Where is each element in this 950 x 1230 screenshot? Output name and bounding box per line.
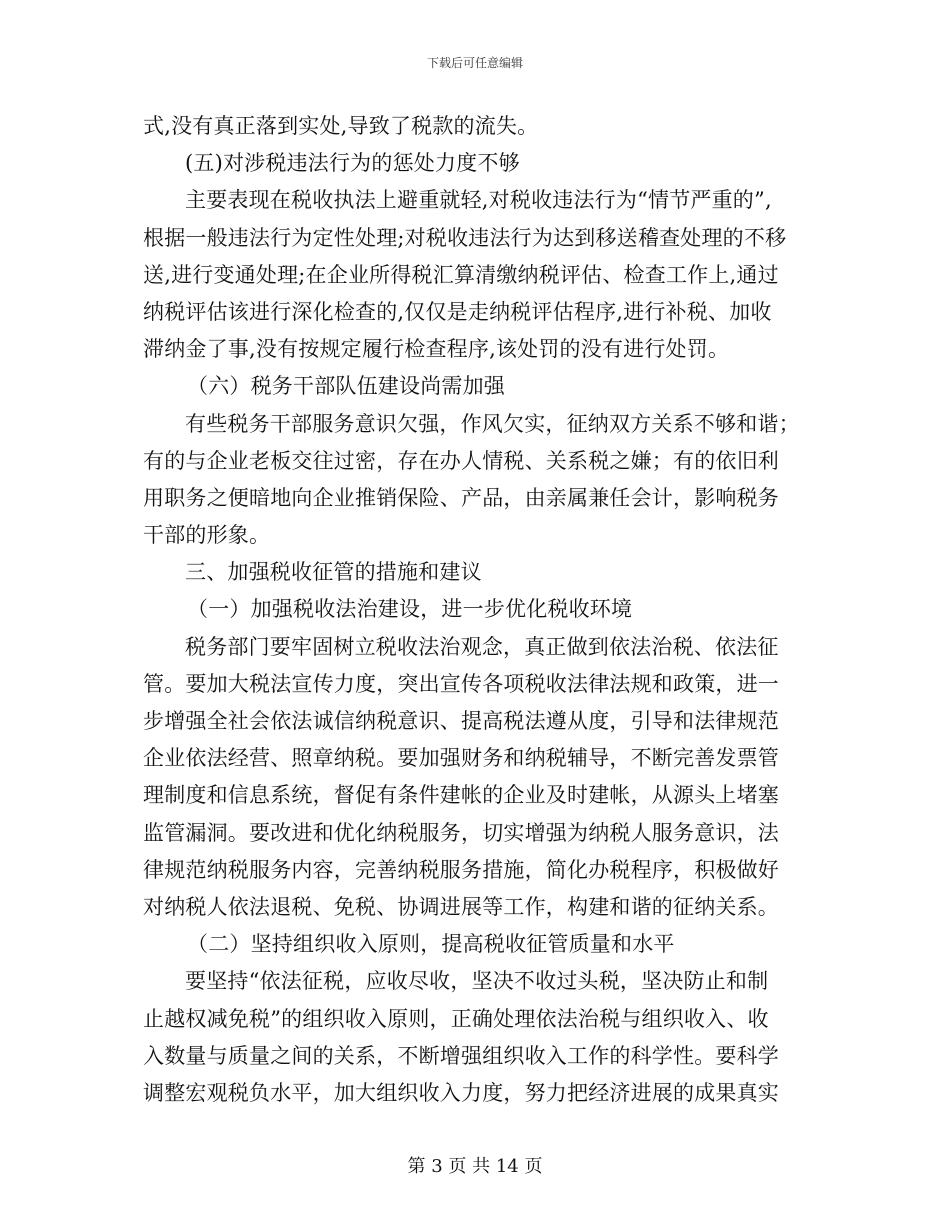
- text-line: （一）加强税收法治建设，进一步优化税收环境: [187, 597, 633, 622]
- text-line: 对纳税人依法退税、免税、协调进展等工作，构建和谐的征纳关系。: [143, 894, 779, 919]
- text-line: （二）坚持组织收入原则，提高税收征管质量和水平: [187, 932, 675, 957]
- text-line: 理制度和信息系统，督促有条件建帐的企业及时建帐，从源头上堵塞: [143, 783, 779, 808]
- text-line: 律规范纳税服务内容，完善纳税服务措施，简化办税程序，积极做好: [143, 857, 779, 882]
- text-line: 企业依法经营、照章纳税。要加强财务和纳税辅导，不断完善发票管: [143, 746, 779, 771]
- text-line: 监管漏洞。要改进和优化纳税服务，切实增强为纳税人服务意识，法: [143, 820, 779, 845]
- text-line: 调整宏观税负水平，加大组织收入力度，努力把经济进展的成果真实: [143, 1080, 779, 1105]
- text-line: 滞纳金了事,没有按规定履行检查程序,该处罚的没有进行处罚。: [143, 337, 730, 362]
- text-line: 管。要加大税法宣传力度，突出宣传各项税收法律法规和政策，进一: [143, 671, 779, 696]
- text-line: 有些税务干部服务意识欠强，作风欠实，征纳双方关系不够和谐；: [185, 411, 800, 436]
- page-footer: 第 3 页 共 14 页: [407, 1156, 543, 1177]
- text-line: 干部的形象。: [143, 523, 271, 548]
- text-line: (五)对涉税违法行为的惩处力度不够: [185, 151, 520, 176]
- text-line: 入数量与质量之间的关系，不断增强组织收入工作的科学性。要科学: [143, 1043, 779, 1068]
- text-line: 主要表现在税收执法上避重就轻,对税收违法行为“情节严重的”,: [185, 188, 772, 213]
- text-line: 式,没有真正落到实处,导致了税款的流失。: [143, 114, 539, 138]
- text-line: 有的与企业老板交往过密，存在办人情税、关系税之嫌；有的依旧利: [143, 448, 779, 473]
- text-line: 用职务之便暗地向企业推销保险、产品，由亲属兼任会计，影响税务: [143, 485, 779, 510]
- text-line: 三、加强税收征管的措施和建议: [185, 560, 482, 585]
- page-header: 下载后可任意编辑: [426, 56, 523, 70]
- text-line: （六）税务干部队伍建设尚需加强: [187, 374, 505, 399]
- text-line: 送,进行变通处理;在企业所得税汇算清缴纳税评估、检查工作上,通过: [143, 262, 779, 287]
- document-body: [143, 108, 815, 1112]
- text-line: 纳税评估该进行深化检查的,仅仅是走纳税评估程序,进行补税、加收: [143, 299, 772, 324]
- text-line: 步增强全社会依法诚信纳税意识、提高税法遵从度，引导和法律规范: [143, 709, 779, 733]
- text-line: 税务部门要牢固树立税收法治观念，真正做到依法治税、依法征: [185, 634, 779, 659]
- text-line: 止越权减免税”的组织收入原则，正确处理依法治税与组织收入、收: [143, 1006, 769, 1031]
- text-line: 要坚持“依法征税，应收尽收，坚决不收过头税，坚决防止和制: [185, 969, 769, 994]
- text-line: 根据一般违法行为定性处理;对税收违法行为达到移送稽查处理的不移: [143, 225, 787, 250]
